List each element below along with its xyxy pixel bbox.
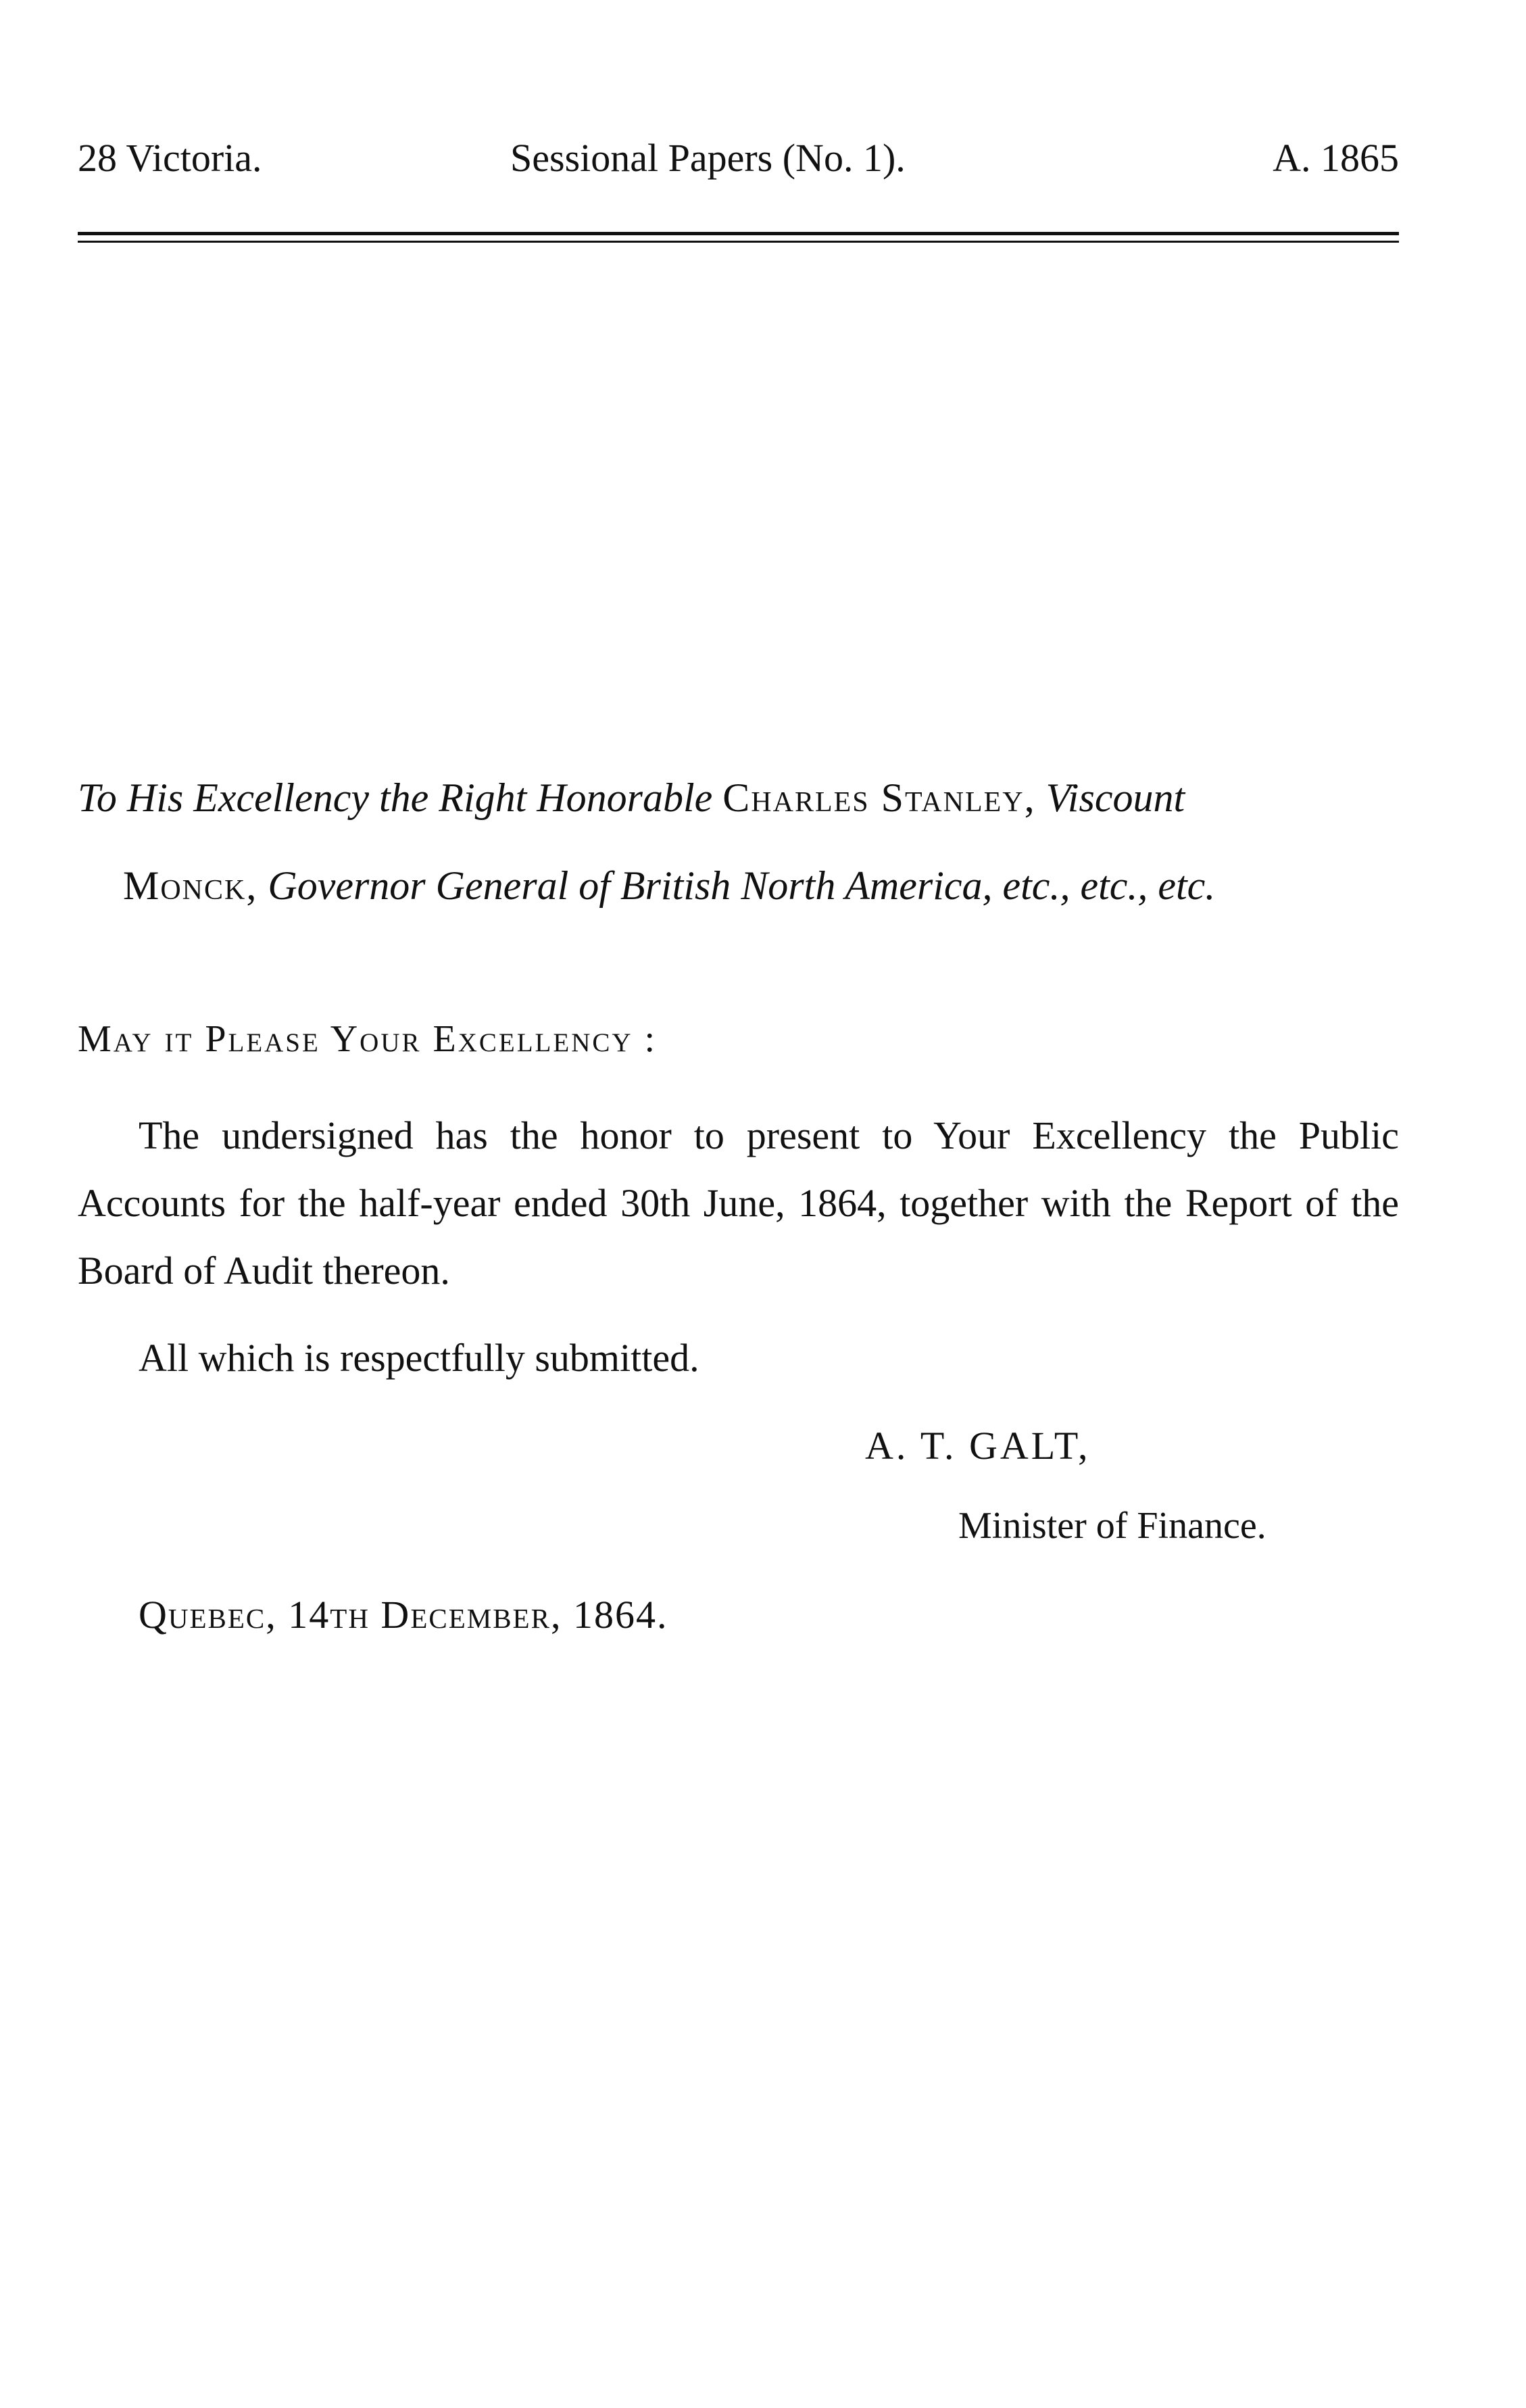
signature-title: Minister of Finance. bbox=[958, 1505, 1266, 1547]
header-rule-thin bbox=[78, 241, 1399, 243]
address-office: Governor General of British North America, etc., etc., etc. bbox=[268, 863, 1216, 908]
header-session: 28 Victoria. bbox=[78, 136, 262, 180]
dateline: Quebec, 14th December, 1864. bbox=[139, 1593, 668, 1637]
body-paragraph: The undersigned has the honor to present to Your Excellency the Public Accounts for the half-year ended 30th June, 1864, together with the Report of the Board of Audit thereon. bbox=[78, 1113, 1399, 1293]
address-surname: Monck, bbox=[123, 863, 258, 908]
closing-line: All which is respectfully submitted. bbox=[139, 1336, 699, 1380]
page-header bbox=[78, 135, 1399, 183]
header-rule-thick bbox=[78, 232, 1399, 235]
address-honorific: To His Excellency the Right Honorable bbox=[78, 775, 713, 820]
salutation: May it Please Your Excellency : bbox=[78, 1018, 658, 1060]
address-rank: Viscount bbox=[1045, 775, 1185, 820]
signature-name: A. T. GALT, bbox=[865, 1424, 1091, 1468]
header-title: Sessional Papers (No. 1). bbox=[510, 136, 906, 180]
address-line-2 bbox=[123, 865, 1399, 906]
address-name: Charles Stanley, bbox=[722, 775, 1036, 820]
address-line-1 bbox=[78, 777, 1399, 818]
header-year: A. 1865 bbox=[1273, 136, 1399, 180]
